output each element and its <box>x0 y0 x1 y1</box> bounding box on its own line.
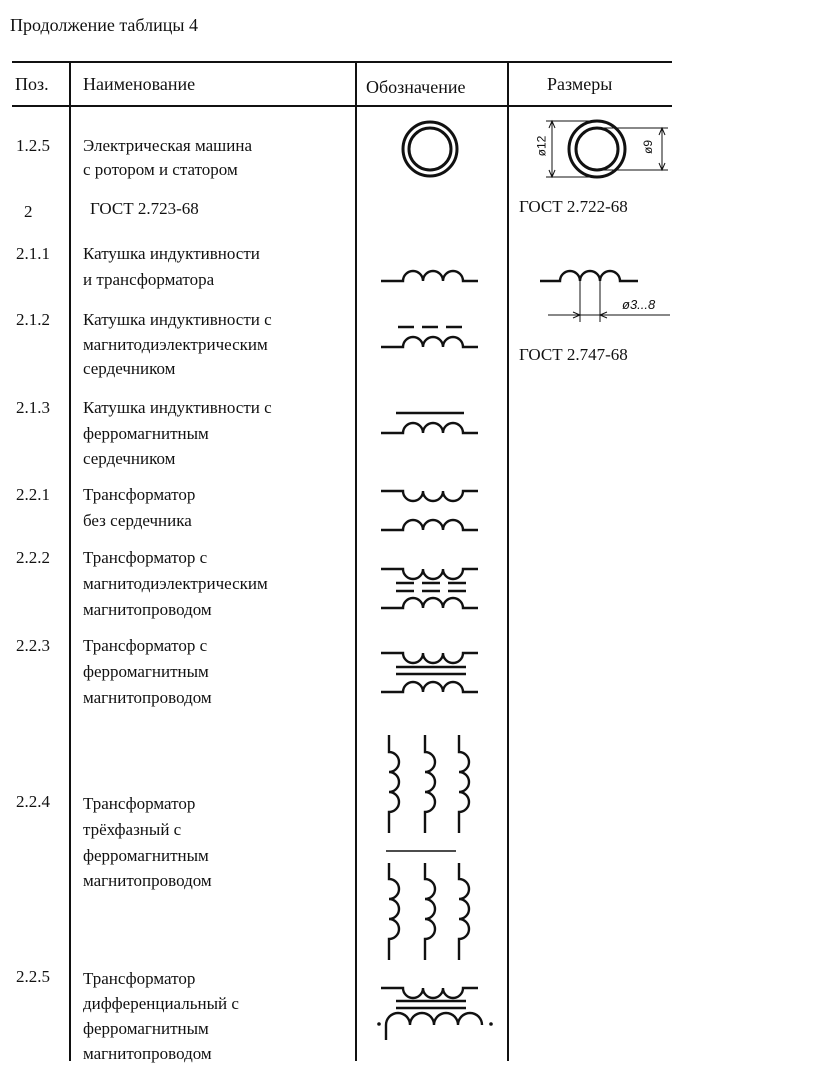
row-name-line: сердечником <box>83 449 176 468</box>
header-name: Наименование <box>83 74 196 94</box>
row-code: 1.2.5 <box>16 136 50 155</box>
row-name-line: Электрическая машина <box>83 136 252 155</box>
row-name-line: сердечником <box>83 359 176 378</box>
row-name-line: Трансформатор с <box>83 548 208 567</box>
transformer-ferromagnetic-icon <box>381 653 478 692</box>
gost-machine-ref: ГОСТ 2.722-68 <box>519 197 628 216</box>
row-name-line: ферромагнитным <box>83 1019 209 1038</box>
row-code: 2 <box>24 202 33 221</box>
row-name-line: Катушка индуктивности с <box>83 310 272 329</box>
row-code: 2.2.4 <box>16 792 50 811</box>
row-code: 2.2.3 <box>16 636 50 655</box>
gost-coil-ref: ГОСТ 2.747-68 <box>519 345 628 364</box>
row-name-line: магнитопроводом <box>83 1044 212 1063</box>
row-name-line: магнитопроводом <box>83 688 212 707</box>
row-code: 2.2.2 <box>16 548 50 567</box>
row-name-line: Катушка индуктивности с <box>83 398 272 417</box>
row-name-line: магнитопроводом <box>83 600 212 619</box>
row-code: 2.1.2 <box>16 310 50 329</box>
row-name-line: магнитодиэлектрическим <box>83 574 268 593</box>
row-name-line: трёхфазный с <box>83 820 182 839</box>
row-name-line: без сердечника <box>83 511 192 530</box>
inductor-ferromagnetic-core-icon <box>381 413 478 433</box>
row-name-line: ГОСТ 2.723-68 <box>90 199 199 218</box>
row-name-line: магнитопроводом <box>83 871 212 890</box>
header-pos: Поз. <box>15 74 49 94</box>
inductor-dielectric-core-icon <box>381 327 478 347</box>
row-name-line: дифференциальный с <box>83 994 239 1013</box>
row-code: 2.1.3 <box>16 398 50 417</box>
row-name-line: Трансформатор <box>83 794 196 813</box>
dimension-label-pitch: ø3...8 <box>622 297 656 312</box>
header-symbol: Обозначение <box>366 77 466 97</box>
dimension-label-outer: ø12 <box>534 135 549 157</box>
header-size: Размеры <box>547 74 613 94</box>
row-name-line: Трансформатор <box>83 485 196 504</box>
row-code: 2.2.1 <box>16 485 50 504</box>
row-name-line: ферромагнитным <box>83 846 209 865</box>
differential-transformer-icon <box>377 988 493 1040</box>
table-caption: Продолжение таблицы 4 <box>10 15 198 35</box>
row-name-line: ферромагнитным <box>83 662 209 681</box>
row-name-line: с ротором и статором <box>83 160 238 179</box>
three-phase-transformer-icon <box>386 735 469 960</box>
row-name-line: ферромагнитным <box>83 424 209 443</box>
transformer-air-icon <box>381 491 478 530</box>
inductor-coil-icon <box>381 271 478 281</box>
row-code: 2.1.1 <box>16 244 50 263</box>
row-code: 2.2.5 <box>16 967 50 986</box>
dimension-label-inner: ø9 <box>641 139 656 155</box>
row-name-line: магнитодиэлектрическим <box>83 335 268 354</box>
row-name-line: Трансформатор с <box>83 636 208 655</box>
transformer-dielectric-icon <box>381 569 478 608</box>
row-name-line: Трансформатор <box>83 969 196 988</box>
row-name-line: Катушка индуктивности <box>83 244 260 263</box>
machine-circle-icon <box>403 122 457 176</box>
row-name-line: и трансформатора <box>83 270 215 289</box>
